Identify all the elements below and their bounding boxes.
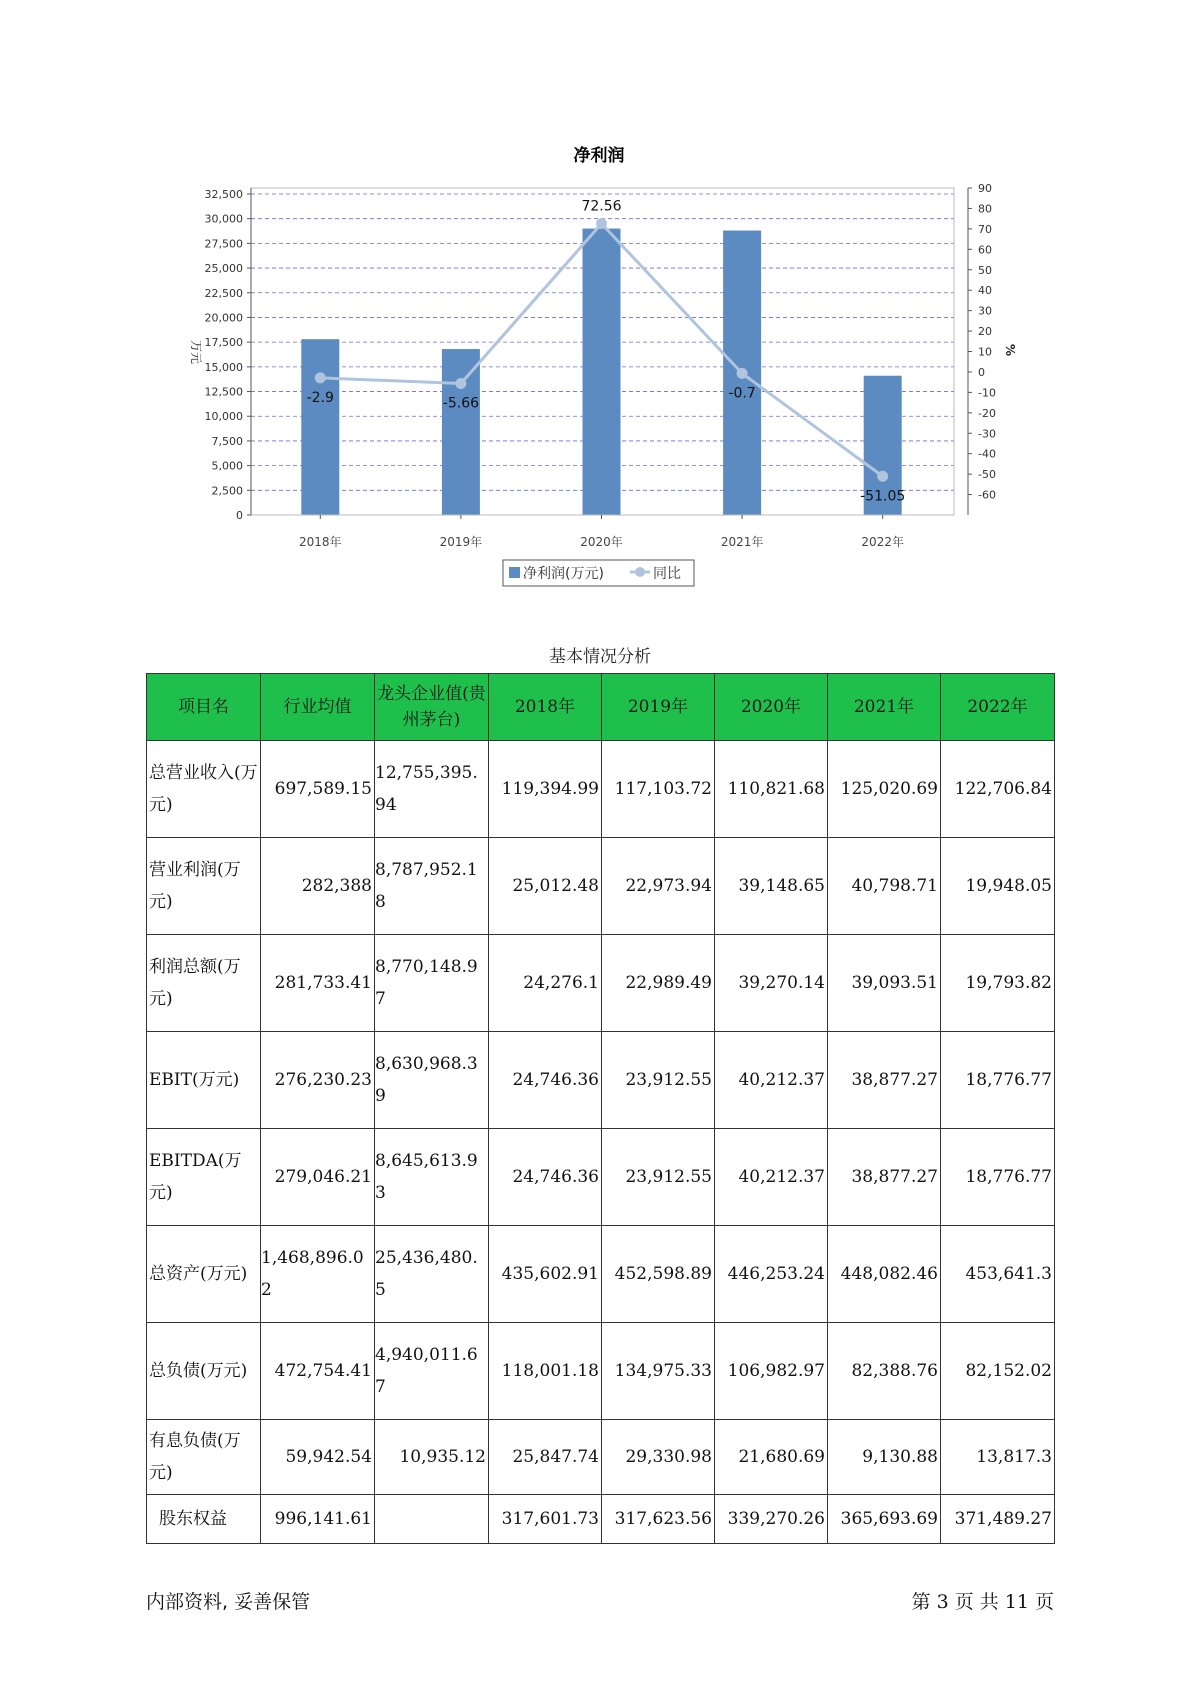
right-tick-label: -40 [978,447,996,461]
year-value-cell: 23,912.55 [602,1032,715,1129]
left-tick-label: 2,500 [211,484,243,498]
footer-page-number: 第 3 页 共 11 页 [911,1591,1054,1613]
year-value-cell: 448,082.46 [828,1226,941,1323]
table-row-operating-profit [147,838,1055,935]
y2-axis-label: % [1003,343,1017,357]
left-tick-label: 17,500 [204,336,243,350]
row-label: 利润总额(万元) [147,935,261,1032]
year-value-cell: 82,388.76 [828,1323,941,1420]
row-label: 有息负债(万元) [147,1420,261,1495]
header-2021: 2021年 [828,674,941,741]
year-value-cell: 9,130.88 [828,1420,941,1495]
year-value-cell: 82,152.02 [941,1323,1055,1420]
industry-avg-cell: 279,046.21 [261,1129,375,1226]
yoy-data-label: -0.7 [728,385,756,402]
legend-item-yoy: 同比 [653,566,681,582]
industry-avg-cell: 697,589.15 [261,741,375,838]
left-tick-label: 10,000 [204,410,243,424]
year-value-cell: 38,877.27 [828,1032,941,1129]
left-axis-ticks [205,188,252,522]
yoy-point [737,368,748,379]
right-tick-label: 60 [978,243,992,257]
industry-avg-cell: 1,468,896.02 [261,1226,375,1323]
right-tick-label: 80 [978,202,992,216]
year-value-cell: 24,746.36 [489,1032,602,1129]
year-value-cell: 22,989.49 [602,935,715,1032]
industry-avg-cell: 472,754.41 [261,1323,375,1420]
yoy-point [455,378,466,389]
table-row-total-liabilities [147,1323,1055,1420]
year-value-cell: 125,020.69 [828,741,941,838]
year-value-cell: 13,817.3 [941,1420,1055,1495]
leader-value-cell: 10,935.12 [375,1420,489,1495]
row-label: 总营业收入(万元) [147,741,261,838]
legend-line-marker [635,567,645,577]
table-row-total-assets [147,1226,1055,1323]
year-value-cell: 118,001.18 [489,1323,602,1420]
leader-value-cell: 8,770,148.97 [375,935,489,1032]
yoy-data-label: -51.05 [860,488,906,505]
header-leader-value: 龙头企业值(贵州茅台) [375,674,489,741]
header-2020: 2020年 [715,674,828,741]
year-value-cell: 18,776.77 [941,1129,1055,1226]
yoy-point [315,372,326,383]
leader-value-cell: 4,940,011.67 [375,1323,489,1420]
header-industry-avg: 行业均值 [261,674,375,741]
year-value-cell: 452,598.89 [602,1226,715,1323]
year-value-cell: 435,602.91 [489,1226,602,1323]
net-profit-chart [0,0,1191,600]
year-value-cell: 23,912.55 [602,1129,715,1226]
table-header-row [147,674,1055,741]
year-value-cell: 317,623.56 [602,1495,715,1544]
left-tick-label: 5,000 [211,459,243,473]
bar-2020年 [583,229,621,515]
x-tick-label: 2019年 [439,535,483,549]
industry-avg-cell: 281,733.41 [261,935,375,1032]
footer-confidential-note: 内部资料, 妥善保管 [146,1591,311,1613]
year-value-cell: 24,746.36 [489,1129,602,1226]
right-tick-label: -60 [978,488,996,502]
left-tick-label: 22,500 [204,286,243,300]
yoy-point [596,218,607,229]
year-value-cell: 134,975.33 [602,1323,715,1420]
bar-series [301,229,901,515]
yoy-data-label: 72.56 [581,198,622,215]
right-tick-label: 70 [978,222,992,236]
x-tick-label: 2021年 [720,535,764,549]
year-value-cell: 19,793.82 [941,935,1055,1032]
year-value-cell: 40,798.71 [828,838,941,935]
year-value-cell: 365,693.69 [828,1495,941,1544]
industry-avg-cell: 276,230.23 [261,1032,375,1129]
year-value-cell: 38,877.27 [828,1129,941,1226]
right-tick-label: -20 [978,406,996,420]
leader-value-cell: 12,755,395.94 [375,741,489,838]
year-value-cell: 39,270.14 [715,935,828,1032]
right-tick-label: 10 [978,345,992,359]
year-value-cell: 18,776.77 [941,1032,1055,1129]
year-value-cell: 29,330.98 [602,1420,715,1495]
basic-analysis-table [146,673,1055,1544]
right-tick-label: -50 [978,468,996,482]
row-label: 股东权益 [147,1495,261,1544]
right-tick-label: 0 [978,365,985,379]
chart-title: 净利润 [573,146,625,166]
header-2019: 2019年 [602,674,715,741]
year-value-cell: 19,948.05 [941,838,1055,935]
leader-value-cell: 8,645,613.93 [375,1129,489,1226]
year-value-cell: 22,973.94 [602,838,715,935]
row-label: 总资产(万元) [147,1226,261,1323]
right-tick-label: 40 [978,284,992,298]
year-value-cell: 40,212.37 [715,1129,828,1226]
left-tick-label: 20,000 [204,311,243,325]
table-row-total-revenue [147,741,1055,838]
legend-item-net-profit: 净利润(万元) [523,566,604,582]
right-tick-label: -10 [978,386,996,400]
year-value-cell: 317,601.73 [489,1495,602,1544]
industry-avg-cell: 282,388 [261,838,375,935]
left-tick-label: 32,500 [204,188,243,201]
header-2018: 2018年 [489,674,602,741]
right-axis-ticks [968,182,996,502]
year-value-cell: 40,212.37 [715,1032,828,1129]
table-row-interest-bearing-debt [147,1420,1055,1495]
x-tick-label: 2020年 [580,535,623,549]
bar-2019年 [442,349,480,515]
year-value-cell: 117,103.72 [602,741,715,838]
right-tick-label: 20 [978,325,992,339]
year-value-cell: 119,394.99 [489,741,602,838]
year-value-cell: 39,148.65 [715,838,828,935]
left-tick-label: 12,500 [204,385,243,399]
left-tick-label: 7,500 [211,434,243,448]
year-value-cell: 25,012.48 [489,838,602,935]
yoy-data-label: -2.9 [306,389,334,406]
right-tick-label: 90 [978,182,992,195]
x-tick-label: 2022年 [861,535,904,549]
header-2022: 2022年 [941,674,1055,741]
year-value-cell: 122,706.84 [941,741,1055,838]
left-tick-label: 25,000 [204,262,243,276]
industry-avg-cell: 59,942.54 [261,1420,375,1495]
table-row-shareholder-equity [147,1495,1055,1544]
year-value-cell: 446,253.24 [715,1226,828,1323]
x-axis-ticks [299,515,904,549]
table-caption: 基本情况分析 [549,647,651,667]
table-row-ebit [147,1032,1055,1129]
bar-2018年 [301,339,339,515]
year-value-cell: 339,270.26 [715,1495,828,1544]
year-value-cell: 21,680.69 [715,1420,828,1495]
right-tick-label: 30 [978,304,992,318]
x-tick-label: 2018年 [299,535,342,549]
table-row-ebitda [147,1129,1055,1226]
year-value-cell: 39,093.51 [828,935,941,1032]
leader-value-cell [375,1495,489,1544]
header-item-name: 项目名 [147,674,261,741]
table-row-total-profit [147,935,1055,1032]
row-label: EBIT(万元) [147,1032,261,1129]
row-label: 总负债(万元) [147,1323,261,1420]
year-value-cell: 110,821.68 [715,741,828,838]
row-label: EBITDA(万元) [147,1129,261,1226]
right-tick-label: 50 [978,263,992,277]
industry-avg-cell: 996,141.61 [261,1495,375,1544]
year-value-cell: 371,489.27 [941,1495,1055,1544]
yoy-point [877,471,888,482]
right-tick-label: -30 [978,427,996,441]
y-axis-label: 万元 [189,339,203,365]
leader-value-cell: 25,436,480.5 [375,1226,489,1323]
left-tick-label: 27,500 [204,237,243,251]
year-value-cell: 106,982.97 [715,1323,828,1420]
left-tick-label: 15,000 [204,360,243,374]
left-tick-label: 30,000 [204,212,243,226]
yoy-data-label: -5.66 [442,395,480,412]
year-value-cell: 453,641.3 [941,1226,1055,1323]
legend-bar-swatch [509,567,520,578]
row-label: 营业利润(万元) [147,838,261,935]
year-value-cell: 25,847.74 [489,1420,602,1495]
year-value-cell: 24,276.1 [489,935,602,1032]
left-tick-label: 0 [236,509,243,522]
leader-value-cell: 8,630,968.39 [375,1032,489,1129]
leader-value-cell: 8,787,952.18 [375,838,489,935]
chart-legend [503,560,694,586]
